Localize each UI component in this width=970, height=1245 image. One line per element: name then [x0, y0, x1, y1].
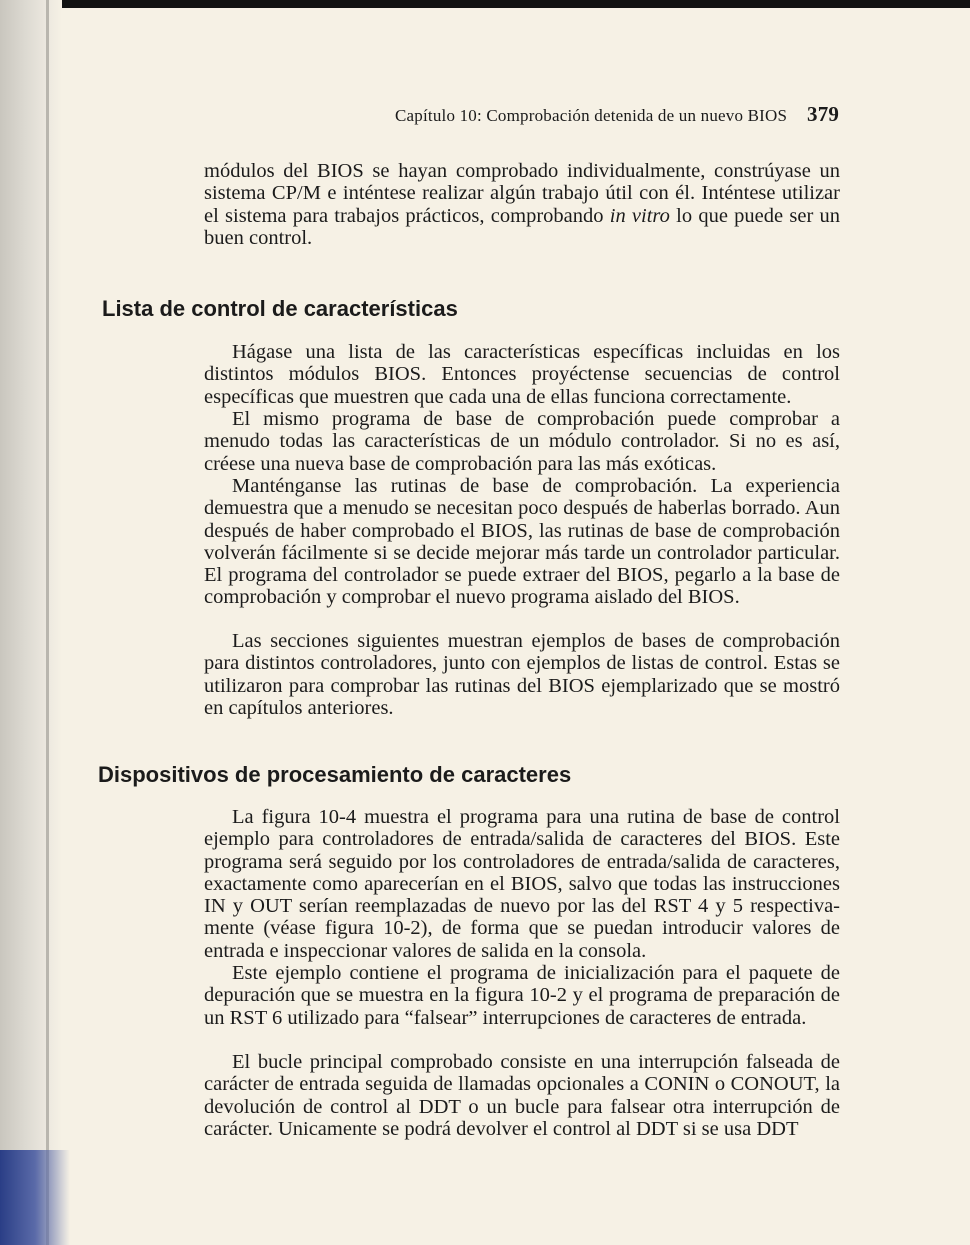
section2-paragraph-3: El bucle principal comprobado consiste en una interrupción falseada de carácter de entrada seguida de llamadas opcionales a CONIN o CONOUT, la devolución de control al DDT o un bucle para falsear otra interrupción de carácter. Unicamente se podrá devolver el control al DDT si se usa DDT — [204, 1051, 840, 1140]
running-title: Capítulo 10: Comprobación detenida de un nuevo BIOS — [395, 106, 788, 125]
book-binding-line — [46, 0, 49, 1245]
section1-paragraph-1: Hágase una lista de las características específicas incluidas en los distintos módulos BIOS. Entonces proyéctense secuencias de control específicas que muestren que cada una de ellas funciona correctamente. — [204, 341, 840, 408]
page-number: 379 — [807, 102, 840, 126]
section1-paragraph-4: Las secciones siguientes muestran ejemplos de bases de comprobación para distintos controladores, junto con ejemplos de listas de control. Estas se utilizaron para comprobar las rutinas del BIOS ejemplarizado que se mostró en capítulos anteriores. — [204, 630, 840, 719]
section2-paragraph-1: La figura 10-4 muestra el programa para una rutina de base de control ejemplo para controladores de entrada/salida de caracteres del BIOS. Este programa será seguido por los controladores de entrada/salida de caracteres, exactamente como aparecerían en el BIOS, salvo que todas las instrucciones IN y OUT serían reemplazadas de nuevo por las del RST 4 y 5 respectiva-mente (véase figura 10-2), de forma que se puedan introducir valores de entrada e inspeccionar valores de salida en la consola. — [204, 806, 840, 962]
intro-italic-term: in vitro — [609, 204, 670, 227]
intro-paragraph — [204, 160, 840, 249]
scan-blue-mark — [0, 1150, 70, 1245]
intro-text-end: lo que puede ser un buen control. — [204, 204, 841, 249]
section1-paragraph-2: El mismo programa de base de comprobación puede comprobar a menudo todas las características de un módulo controlador. Si no es así, créese una nueva base de comprobación para las más exóticas. — [204, 408, 840, 475]
intro-text-start: módulos del BIOS se hayan comprobado individualmente, constrúyase un sistema CP/M e inténtese realizar algún trabajo útil con él. Inténtese utilizar el sistema para trabajos prácticos, comprobando — [204, 160, 840, 227]
section1-paragraph-3: Manténganse las rutinas de base de comprobación. La experiencia demuestra que a menudo se necesitan poco después de haberlas borrado. Aun después de haber comprobado el BIOS, las rutinas de base de comprobación volverán fácilmente si se decide mejorar más tarde un controlador particular. El programa del controlador se puede extraer del BIOS, pegarlo a la base de comprobación y comprobar el nuevo programa aislado del BIOS. — [204, 475, 840, 609]
scan-top-edge — [0, 0, 970, 8]
section-heading-character-devices: Dispositivos de procesamiento de caracteres — [98, 762, 572, 787]
running-header — [395, 102, 855, 126]
section2-paragraph-2: Este ejemplo contiene el programa de inicialización para el paquete de depuración que se muestra en la figura 10-2 y el programa de preparación de un RST 6 utilizado para “falsear” interrupciones de caracteres de entrada. — [204, 962, 840, 1029]
book-binding-shadow — [0, 0, 62, 1245]
section-heading-feature-checklist: Lista de control de características — [102, 296, 458, 321]
